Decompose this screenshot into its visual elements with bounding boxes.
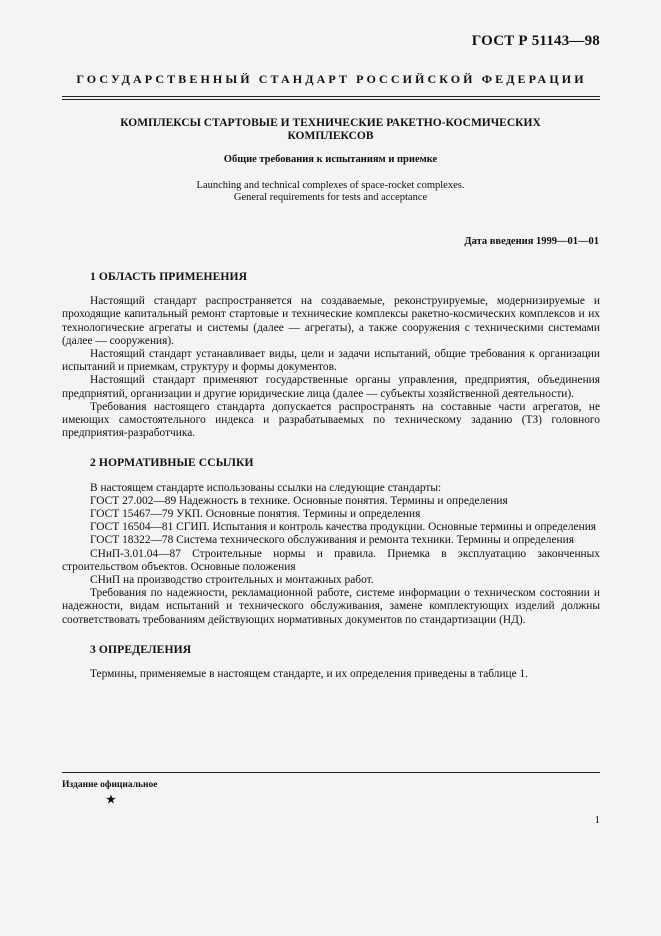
paragraph: В настоящем стандарте использованы ссылки на следующие стандарты: [90,481,442,494]
paragraph: Настоящий стандарт устанавливает виды, цели и задачи испытаний, общие требования к организации испытаний и приемкам, структуру и формы документов. [62,348,600,374]
official-edition-label: Издание официальное [62,780,158,790]
footer-rule [62,772,600,773]
section-heading-normative-references: 2 НОРМАТИВНЫЕ ССЫЛКИ [90,456,254,470]
reference-item: ГОСТ 18322—78 Система технического обслуживания и ремонта техники. Термины и определения [90,534,574,547]
english-title-line-2: General requirements for tests and acceptance [233,192,428,203]
document-body [62,270,600,681]
header-rule-thin [62,96,600,97]
reference-item: ГОСТ 16504—81 СГИП. Испытания и контроль качества продукции. Основные термины и определения [90,521,597,534]
gost-number: ГОСТ Р 51143—98 [471,33,600,49]
paragraph: Требования настоящего стандарта допускается распространять на составные части агрегатов, не имеющих самостоятельного индекса и разрабатываемых по техническому заданию (ТЗ) головного предприятия-разработчика. [62,400,600,440]
reference-item: ГОСТ 27.002—89 Надежность в технике. Основные понятия. Термины и определения [90,494,508,507]
document-title [90,117,571,143]
section-spacer [62,627,600,643]
star-icon: ★ [106,794,116,806]
paragraph: Настоящий стандарт распространяется на создаваемые, реконструируемые, модернизируемые и проходящие капитальный ремонт стартовые и технические комплексы ракетно-космических комплексов и их технологические агрегаты и системы (далее — агрегаты), а также сооружения с техническими системами (далее — сооружения). [62,295,600,347]
reference-item: СНиП на производство строительных и монтажных работ. [90,574,374,587]
reference-item: ГОСТ 15467—79 УКП. Основные понятия. Термины и определения [90,508,421,521]
title-line-2: КОМПЛЕКСОВ [287,130,374,142]
paragraph: Настоящий стандарт применяют государственные органы управления, предприятия, объединения предприятий, организации и другие юридические лица (далее — субъекты хозяйственной деятельности). [62,374,600,400]
title-line-1: КОМПЛЕКСЫ СТАРТОВЫЕ И ТЕХНИЧЕСКИЕ РАКЕТНО-КОСМИЧЕСКИХ [120,117,541,129]
document-subtitle: Общие требования к испытаниям и приемке [223,154,438,165]
english-title-line-1: Launching and technical complexes of space-rocket complexes. [196,180,465,191]
section-heading-definitions: 3 ОПРЕДЕЛЕНИЯ [90,642,192,656]
paragraph: Термины, применяемые в настоящем стандарте, и их определения приведены в таблице 1. [90,668,529,681]
header-rule-thick [62,99,600,100]
introduction-date: Дата введения 1999—01—01 [464,236,599,247]
english-title [90,180,571,204]
paragraph: Требования по надежности, рекламационной работе, системе информации о техническом состоянии и надежности, видам испытаний и технического обслуживания, замене комплектующих изделий должны соответствовать требованиям действующих нормативных документов по стандартизации (НД). [62,587,600,626]
section-heading-scope: 1 ОБЛАСТЬ ПРИМЕНЕНИЯ [90,270,248,283]
page-number: 1 [594,814,600,826]
reference-item: СНиП-3.01.04—87 Строительные нормы и правила. Приемка в эксплуатацию законченных строительством объектов. Основные положения [62,547,600,573]
section-spacer [62,440,600,456]
state-standard-banner: ГОСУДАРСТВЕННЫЙ СТАНДАРТ РОССИЙСКОЙ ФЕДЕРАЦИИ [76,72,587,86]
